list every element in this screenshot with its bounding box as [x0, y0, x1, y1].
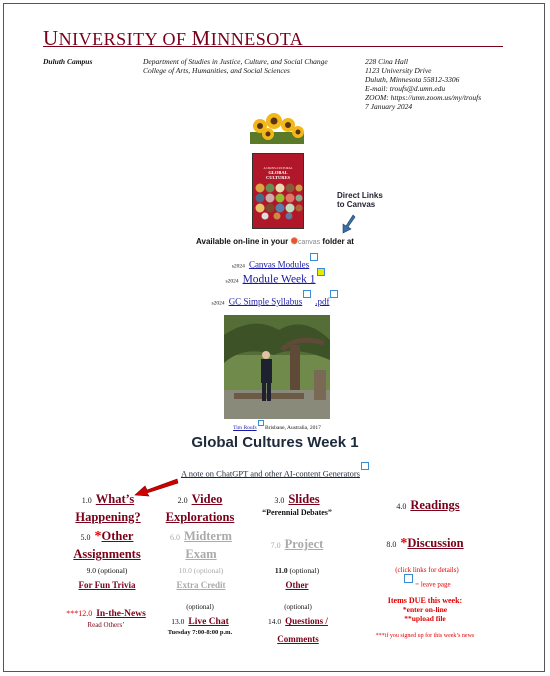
item-number: 14.0 — [268, 617, 282, 626]
item-title-link[interactable]: Readings — [410, 498, 460, 512]
year-tag: s2024 — [225, 278, 239, 285]
due-items-block — [350, 596, 500, 639]
item-title-link[interactable]: For Fun Trivia — [78, 580, 136, 590]
item-number: 3.0 — [274, 496, 285, 505]
item-questions-comments[interactable] — [252, 603, 344, 647]
university-wordmark: UNIVERSITY OF MINNESOTA — [43, 26, 304, 50]
item-fun-trivia[interactable] — [62, 566, 152, 593]
campus-label: Duluth Campus — [43, 57, 93, 66]
due-heading: Items DUE this week: — [387, 596, 463, 605]
canvas-prefix: Available on-line in your — [196, 237, 289, 246]
item-number: 6.0 — [170, 533, 181, 542]
college-line: College of Arts, Humanities, and Social Sciences — [143, 66, 290, 75]
item-title-link[interactable]: Other — [285, 580, 309, 590]
email-line[interactable]: E-mail: troufs@d.umn.edu — [365, 84, 446, 93]
address-block — [365, 57, 535, 111]
ai-note-link[interactable]: A note on ChatGPT and other AI-content Generators — [180, 468, 360, 479]
required-marker: * — [400, 536, 408, 551]
due-item: **upload file — [404, 614, 446, 623]
item-subtitle: “Perennial Debates” — [262, 508, 332, 517]
external-link-icon — [317, 268, 325, 276]
department-line: Department of Studies in Justice, Culture, and Social Change — [143, 57, 328, 66]
canvas-logo-text: canvas — [297, 239, 321, 246]
address-line: Duluth, Minnesota 55812-3306 — [365, 75, 460, 84]
page-title: Global Cultures Week 1 — [191, 434, 359, 451]
item-midterm-exam — [160, 527, 242, 563]
canvas-availability — [0, 236, 550, 247]
item-video-explorations[interactable] — [156, 490, 244, 526]
address-line: 228 Cina Hall — [365, 57, 408, 66]
annotation-line: to Canvas — [337, 200, 376, 209]
external-link-icon — [310, 253, 318, 261]
book-cover-image[interactable] — [252, 153, 304, 229]
item-number: 4.0 — [396, 502, 407, 511]
item-number: 9.0 — [86, 566, 96, 575]
item-title-disabled: Midterm Exam — [184, 529, 232, 561]
optional-label: (optional) — [186, 603, 214, 611]
syllabus-pdf-link[interactable]: .pdf — [315, 296, 330, 307]
year-tag: s2024 — [211, 300, 225, 307]
canvas-logo-icon: ✺ — [290, 236, 298, 246]
due-item: *enter on-line — [402, 605, 448, 614]
optional-label: (optional) — [284, 603, 312, 611]
item-live-chat[interactable] — [152, 603, 248, 636]
external-link-icon — [303, 290, 311, 298]
item-number: 5.0 — [80, 533, 91, 542]
book-collage-image — [253, 182, 303, 220]
zoom-line[interactable]: ZOOM: https://umn.zoom.us/my/troufs — [365, 93, 482, 102]
item-number: 8.0 — [386, 540, 397, 549]
optional-label: (optional) — [193, 566, 224, 575]
syllabus-link-row — [0, 290, 550, 309]
item-in-the-news[interactable] — [64, 603, 148, 629]
required-marker: * — [94, 529, 102, 544]
item-title-link[interactable]: In-the-News — [96, 609, 146, 619]
item-subtitle: Read Others’ — [87, 621, 125, 629]
item-title-link[interactable]: Other Assignments — [73, 529, 141, 561]
item-discussion[interactable] — [370, 534, 480, 552]
year-tag: s2024 — [231, 263, 245, 270]
direct-links-annotation — [337, 191, 383, 209]
item-other-assignments[interactable] — [64, 527, 150, 563]
date-line: 7 January 2024 — [365, 102, 413, 111]
due-footnote: ***if you signed up for this week’s news — [375, 633, 475, 639]
module-link-row — [0, 268, 550, 287]
legend-note: (click links for details) — [395, 566, 459, 574]
item-number: 7.0 — [270, 541, 281, 550]
canvas-modules-link[interactable]: Canvas Modules — [248, 259, 310, 270]
external-link-icon — [361, 462, 369, 470]
sunflowers-image — [250, 112, 304, 144]
external-link-icon — [404, 574, 413, 583]
item-number: 2.0 — [177, 496, 188, 505]
item-number: 11.0 — [274, 566, 288, 575]
photo-caption — [224, 420, 330, 431]
ai-note-row — [0, 462, 550, 481]
book-title-line: GLOBAL — [268, 170, 288, 175]
photo-caption-name-link[interactable]: Tim Roufs — [233, 424, 257, 431]
optional-label: (optional) — [97, 566, 128, 575]
annotation-line: Direct Links — [337, 191, 383, 200]
arrow-down-icon — [340, 214, 356, 234]
item-slides[interactable] — [250, 490, 344, 517]
item-readings[interactable] — [378, 496, 478, 514]
syllabus-link[interactable]: GC Simple Syllabus — [228, 296, 303, 307]
item-number: 1.0 — [81, 496, 92, 505]
item-project — [255, 535, 339, 553]
legend-block — [372, 566, 482, 588]
item-title-link[interactable]: What’s Happening? — [75, 492, 141, 524]
header-rule — [43, 46, 503, 47]
canvas-suffix: folder at — [322, 237, 354, 246]
book-title-line: CULTURES — [265, 175, 291, 180]
item-title-link[interactable]: Questions / Comments — [277, 616, 328, 644]
module-week-link[interactable]: Module Week 1 — [242, 273, 316, 286]
external-link-icon — [330, 290, 338, 298]
item-title-disabled: Project — [284, 537, 324, 551]
item-title-link[interactable]: Slides — [288, 492, 320, 506]
optional-label: (optional) — [289, 566, 320, 575]
item-number: 13.0 — [171, 617, 185, 626]
item-subtitle: Tuesday 7:00-8:00 p.m. — [167, 629, 233, 636]
item-title-link[interactable]: Discussion — [407, 536, 464, 550]
legend-text: = leave page — [415, 580, 451, 589]
item-number: 10.0 — [178, 566, 192, 575]
address-line: 1123 University Drive — [365, 66, 432, 75]
external-link-icon — [258, 420, 264, 426]
item-other[interactable] — [252, 566, 342, 593]
photo-caption-text: Brisbane, Australia, 2017 — [264, 424, 321, 431]
department-block — [143, 57, 343, 75]
book-subtitle: A CROSS-CULTURAL — [263, 166, 293, 170]
item-number: ***12.0 — [66, 609, 93, 618]
item-extra-credit — [156, 566, 246, 593]
item-whats-happening[interactable] — [68, 490, 148, 526]
item-title-disabled: Extra Credit — [176, 580, 226, 590]
instructor-photo[interactable] — [224, 315, 330, 419]
item-title-link[interactable]: Live Chat — [188, 617, 229, 627]
item-title-link[interactable]: Video Explorations — [165, 492, 235, 524]
